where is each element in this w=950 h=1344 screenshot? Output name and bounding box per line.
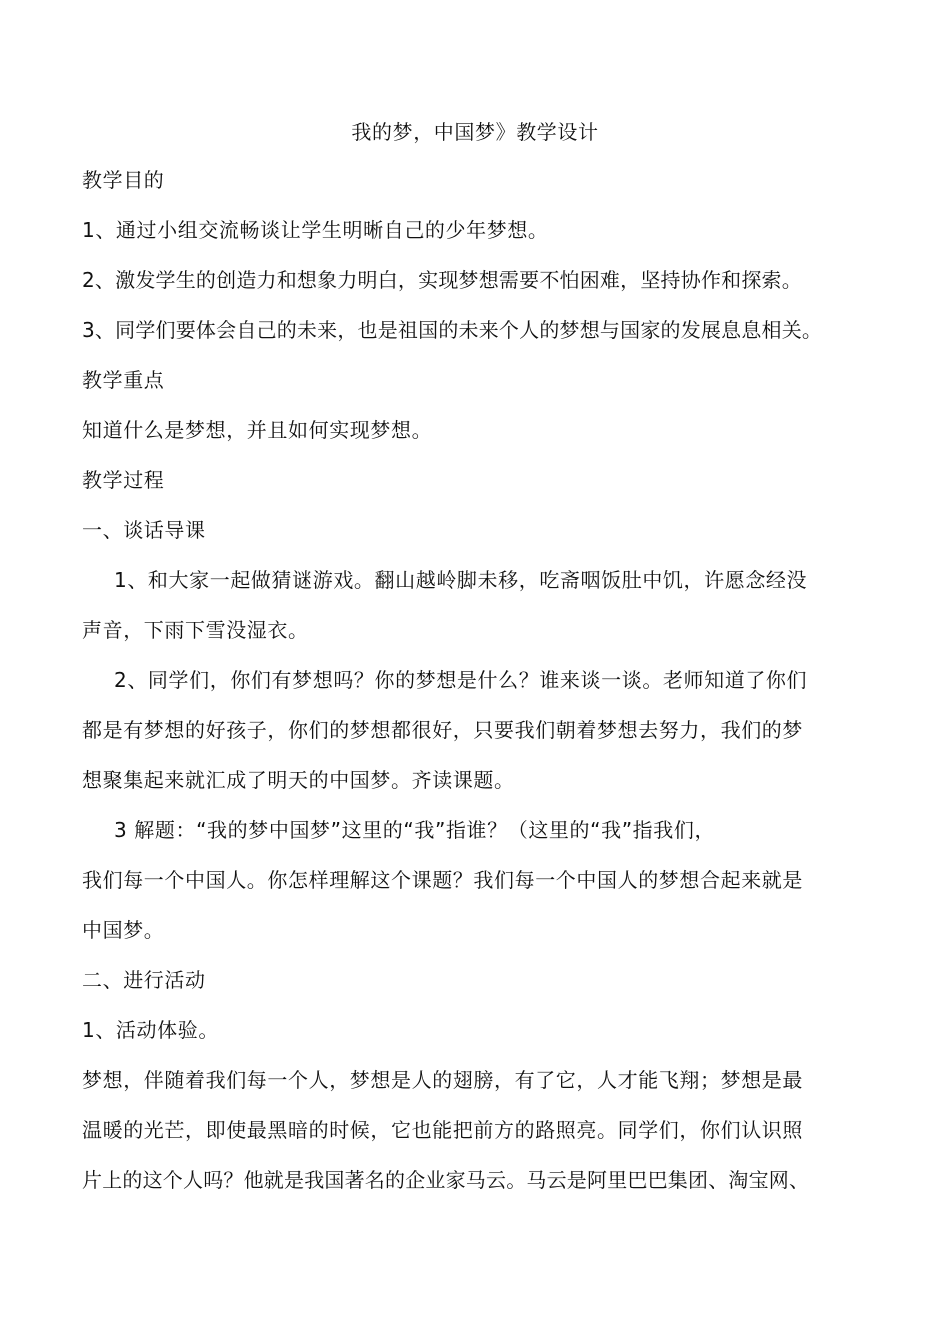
heading-teaching-goals: 教学目的 — [82, 168, 165, 192]
paragraph-line: 温暖的光芒，即使最黑暗的时候，它也能把前方的路照亮。同学们，你们认识照 — [82, 1118, 803, 1142]
paragraph-line: 都是有梦想的好孩子，你们的梦想都很好，只要我们朝着梦想去努力，我们的梦 — [82, 718, 803, 742]
section-heading-2: 二、进行活动 — [82, 968, 206, 992]
paragraph-line: 3 解题：“我的梦中国梦”这里的“我”指谁？（这里的“我”指我们， — [114, 818, 716, 842]
document-title: 我的梦，中国梦》教学设计 — [351, 120, 599, 144]
paragraph-line: 片上的这个人吗？他就是我国著名的企业家马云。马云是阿里巴巴集团、淘宝网、 — [82, 1168, 810, 1192]
paragraph-line: 声音，下雨下雪没湿衣。 — [82, 618, 309, 642]
paragraph-line: 想聚集起来就汇成了明天的中国梦。齐读课题。 — [82, 768, 515, 792]
goal-item-3: 3、同学们要体会自己的未来，也是祖国的未来个人的梦想与国家的发展息息相关。 — [82, 318, 823, 342]
paragraph-line: 2、同学们，你们有梦想吗？你的梦想是什么？谁来谈一谈。老师知道了你们 — [114, 668, 808, 692]
goal-item-1: 1、通过小组交流畅谈让学生明晰自己的少年梦想。 — [82, 218, 549, 242]
sub-heading-activity: 1、活动体验。 — [82, 1018, 219, 1042]
paragraph-line: 中国梦。 — [82, 918, 165, 942]
focus-text: 知道什么是梦想，并且如何实现梦想。 — [82, 418, 433, 442]
section-heading-1: 一、谈话导课 — [82, 518, 206, 542]
paragraph-line: 我们每一个中国人。你怎样理解这个课题？我们每一个中国人的梦想合起来就是 — [82, 868, 803, 892]
paragraph-line: 梦想，伴随着我们每一个人，梦想是人的翅膀，有了它，人才能飞翔；梦想是最 — [82, 1068, 803, 1092]
goal-item-2: 2、激发学生的创造力和想象力明白，实现梦想需要不怕困难，坚持协作和探索。 — [82, 268, 802, 292]
paragraph-line: 1、和大家一起做猜谜游戏。翻山越岭脚未移，吃斋咽饭肚中饥，许愿念经没 — [114, 568, 808, 592]
heading-teaching-process: 教学过程 — [82, 468, 165, 492]
heading-teaching-focus: 教学重点 — [82, 368, 165, 392]
